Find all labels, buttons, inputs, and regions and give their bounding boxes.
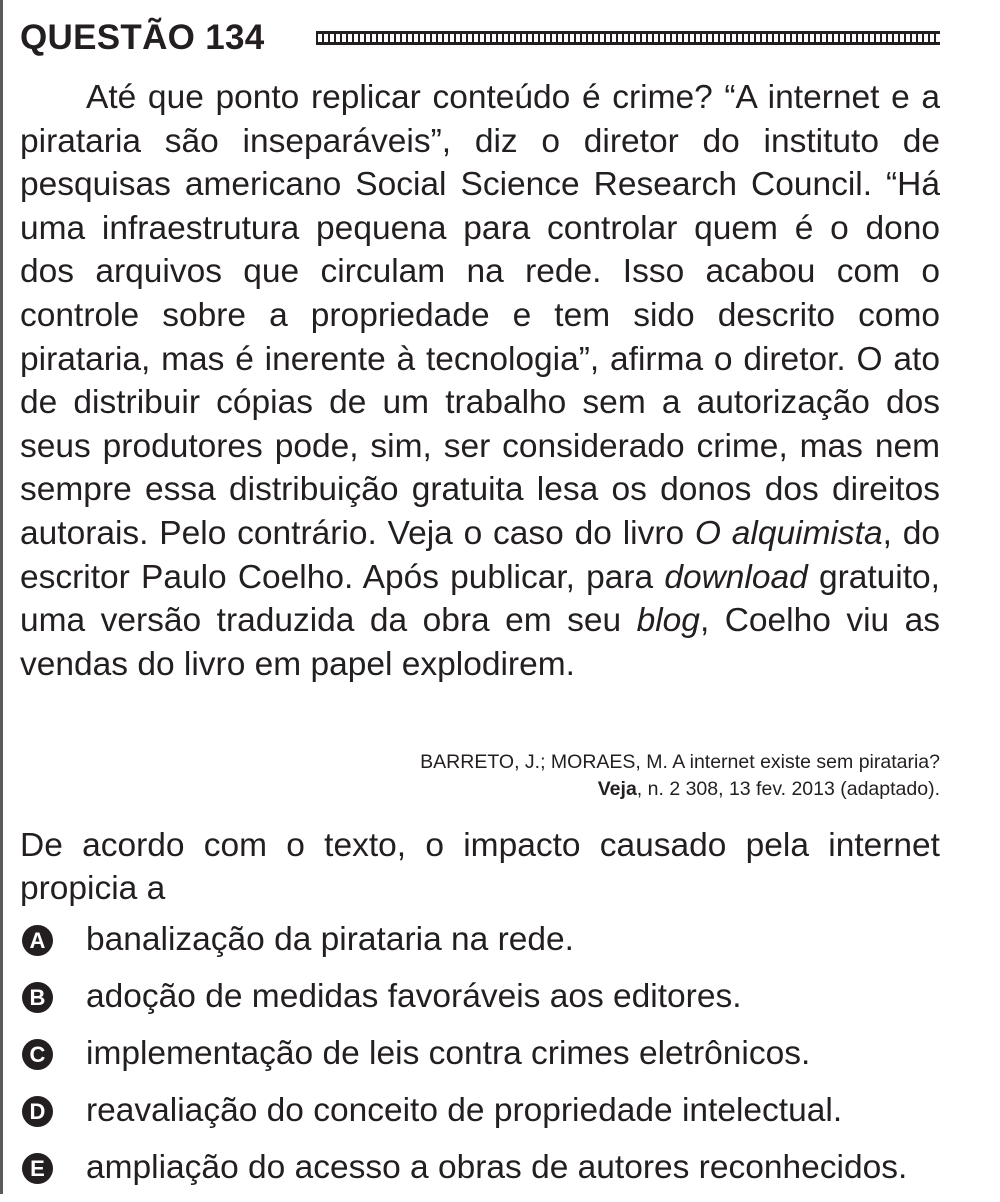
- blog-term: blog: [636, 602, 700, 640]
- text-part-2: , do escritor Paulo Coelho. Após publicar, para: [20, 514, 940, 596]
- header-decorative-bar: [316, 31, 940, 45]
- question-text: [20, 76, 940, 686]
- alternative-c-text: implementação de leis contra crimes eletrônicos.: [86, 1035, 811, 1072]
- question-prompt: De acordo com o texto, o impacto causado pela internet propicia a: [20, 827, 940, 907]
- page-left-border: [0, 0, 3, 1194]
- option-a-badge-icon: A: [22, 925, 53, 956]
- alternative-d[interactable]: [22, 1088, 962, 1145]
- text-part-4: , Coelho viu as vendas do livro em papel explodirem.: [20, 602, 940, 683]
- citation-line-2: [40, 776, 940, 803]
- source-citation: [40, 749, 940, 803]
- text-part-3: gratuito, uma versão traduzida da obra em seu: [20, 558, 940, 640]
- text-paragraph: [20, 76, 940, 686]
- question-title: QUESTÃO 134: [20, 18, 265, 57]
- alternative-b-text: adoção de medidas favoráveis aos editores.: [86, 978, 742, 1015]
- alternative-a[interactable]: [22, 917, 962, 974]
- alternative-d-text: reavaliação do conceito de propriedade intelectual.: [86, 1092, 843, 1129]
- download-term: download: [664, 558, 808, 596]
- book-title: O alquimista: [694, 514, 883, 552]
- alternative-a-text: banalização da pirataria na rede.: [86, 921, 574, 958]
- alternative-c[interactable]: [22, 1031, 962, 1088]
- question-header: [20, 10, 942, 70]
- option-c-badge-icon: C: [22, 1039, 53, 1070]
- option-b-badge-icon: B: [22, 982, 53, 1013]
- answer-alternatives: [22, 917, 962, 1202]
- option-e-badge-icon: E: [22, 1153, 53, 1184]
- citation-line-1: BARRETO, J.; MORAES, M. A internet existe sem pirataria?: [420, 751, 940, 773]
- citation-details: , n. 2 308, 13 fev. 2013 (adaptado).: [636, 778, 940, 800]
- alternative-e[interactable]: [22, 1145, 962, 1202]
- text-part-1: Até que ponto replicar conteúdo é crime? “A internet e a pirataria são inseparáveis”, diz o diretor do instituto de pesquisas americano Social Science Research Council. “Há uma infraestrutura pequena para controlar quem é o dono dos arquivos que circulam na rede. Isso acabou com o controle sobre a propriedade e tem sido descrito como pirataria, mas é inerente à tecnologia”, afirma o diretor. O ato de distribuir cópias de um trabalho sem a autorização dos seus produtores pode, sim, ser considerado crime, mas nem sempre essa distribuição gratuita lesa os donos dos direitos autorais. Pelo contrário. Veja o caso do livro: [20, 79, 940, 552]
- alternative-b[interactable]: [22, 974, 962, 1031]
- citation-magazine: Veja: [597, 778, 637, 800]
- option-d-badge-icon: D: [22, 1096, 53, 1127]
- alternative-e-text: ampliação do acesso a obras de autores reconhecidos.: [86, 1149, 908, 1186]
